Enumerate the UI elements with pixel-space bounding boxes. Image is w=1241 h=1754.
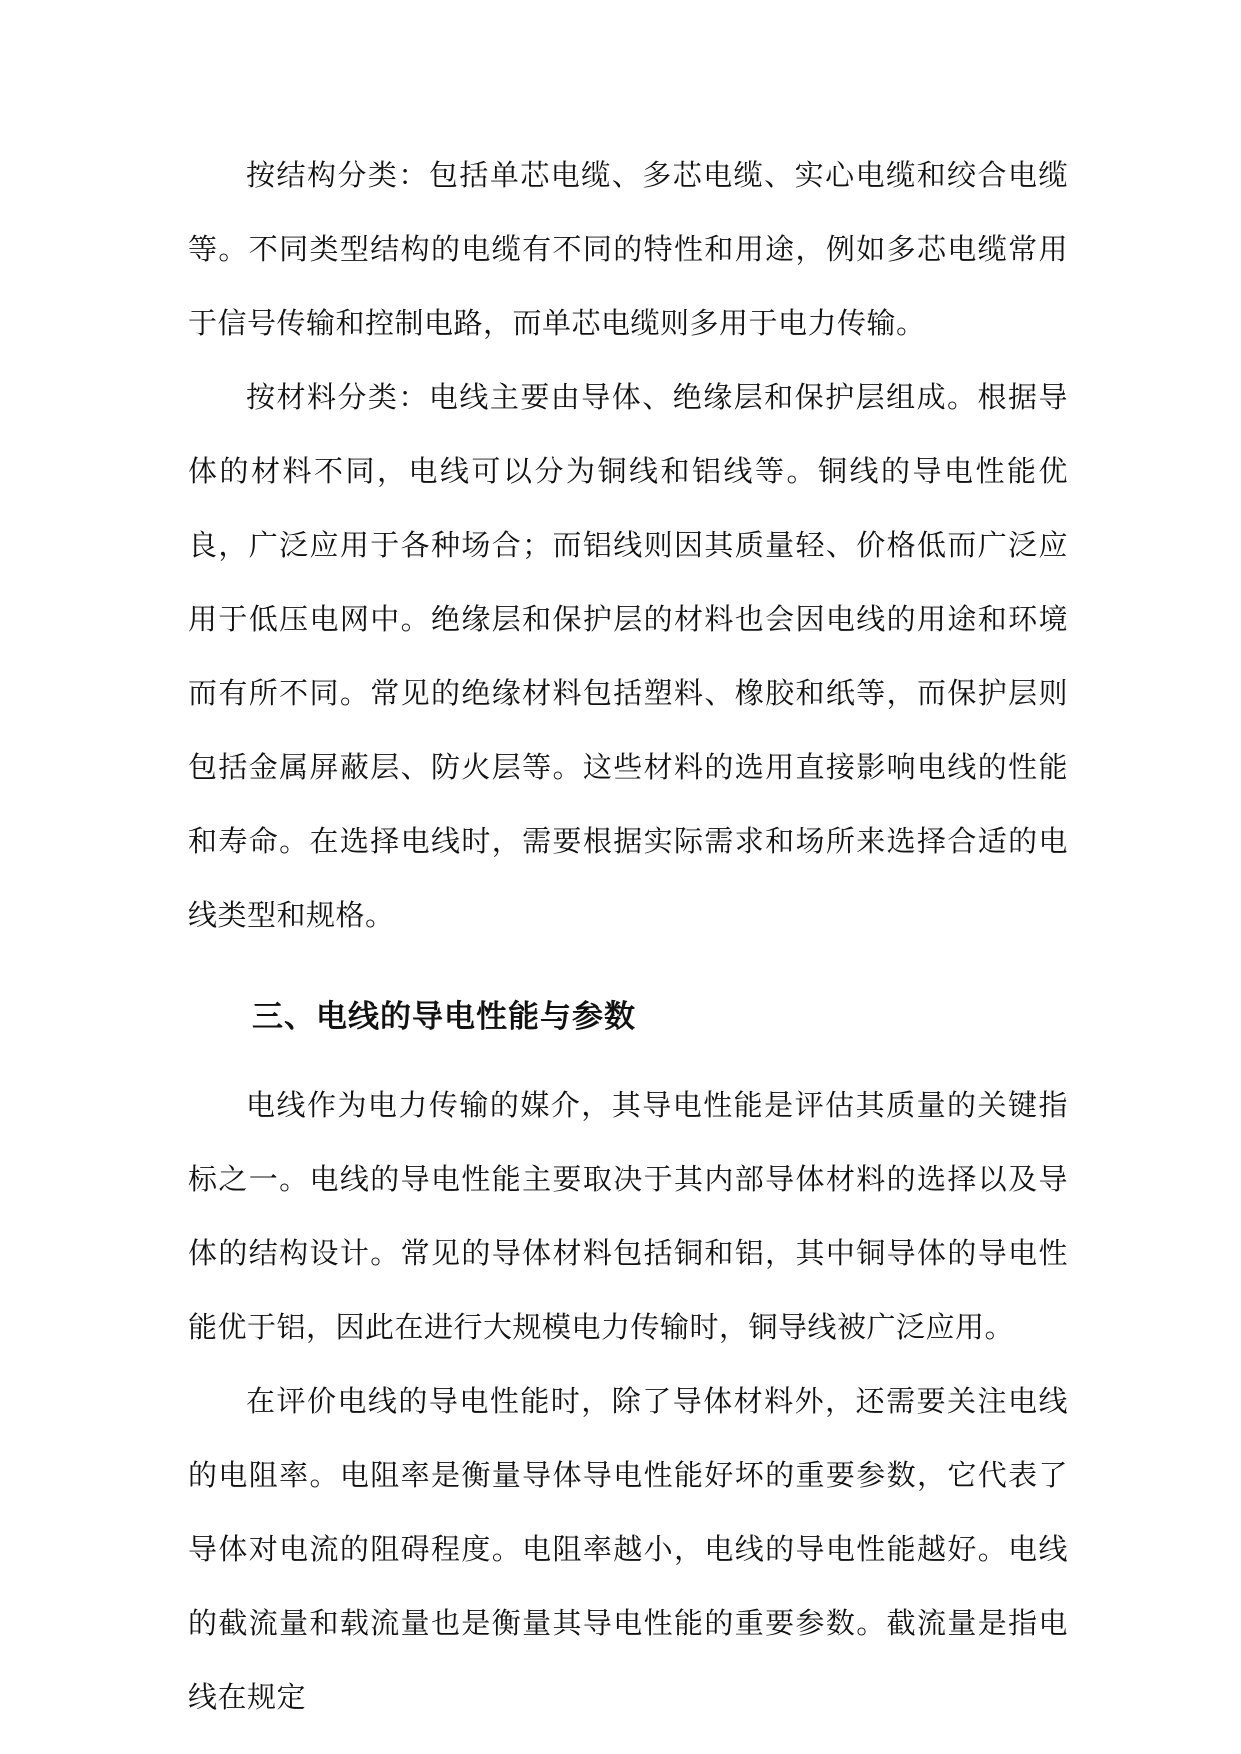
page-body [188,138,1068,1734]
paragraph-resistivity: 在评价电线的导电性能时，除了导体材料外，还需要关注电线的电阻率。电阻率是衡量导体导电性能好坏的重要参数，它代表了导体对电流的阻碍程度。电阻率越小，电线的导电性能越好。电线的截流量和载流量也是衡量其导电性能的重要参数。截流量是指电线在规定 [188,1384,1068,1714]
paragraph-conductivity-intro: 电线作为电力传输的媒介，其导电性能是评估其质量的关键指标之一。电线的导电性能主要取决于其内部导体材料的选择以及导体的结构设计。常见的导体材料包括铜和铝，其中铜导体的导电性能优于铝，因此在进行大规模电力传输时，铜导线被广泛应用。 [188,1088,1068,1344]
paragraph-structure-classification: 按结构分类：包括单芯电缆、多芯电缆、实心电缆和绞合电缆等。不同类型结构的电缆有不同的特性和用途，例如多芯电缆常用于信号传输和控制电路，而单芯电缆则多用于电力传输。 [188,158,1068,340]
paragraph-material-classification: 按材料分类：电线主要由导体、绝缘层和保护层组成。根据导体的材料不同，电线可以分为铜线和铝线等。铜线的导电性能优良，广泛应用于各种场合；而铝线则因其质量轻、价格低而广泛应用于低压电网中。绝缘层和保护层的材料也会因电线的用途和环境而有所不同。常见的绝缘材料包括塑料、橡胶和纸等，而保护层则包括金属屏蔽层、防火层等。这些材料的选用直接影响电线的性能和寿命。在选择电线时，需要根据实际需求和场所来选择合适的电线类型和规格。 [188,380,1068,932]
section-heading: 三、电线的导电性能与参数 [252,999,636,1035]
